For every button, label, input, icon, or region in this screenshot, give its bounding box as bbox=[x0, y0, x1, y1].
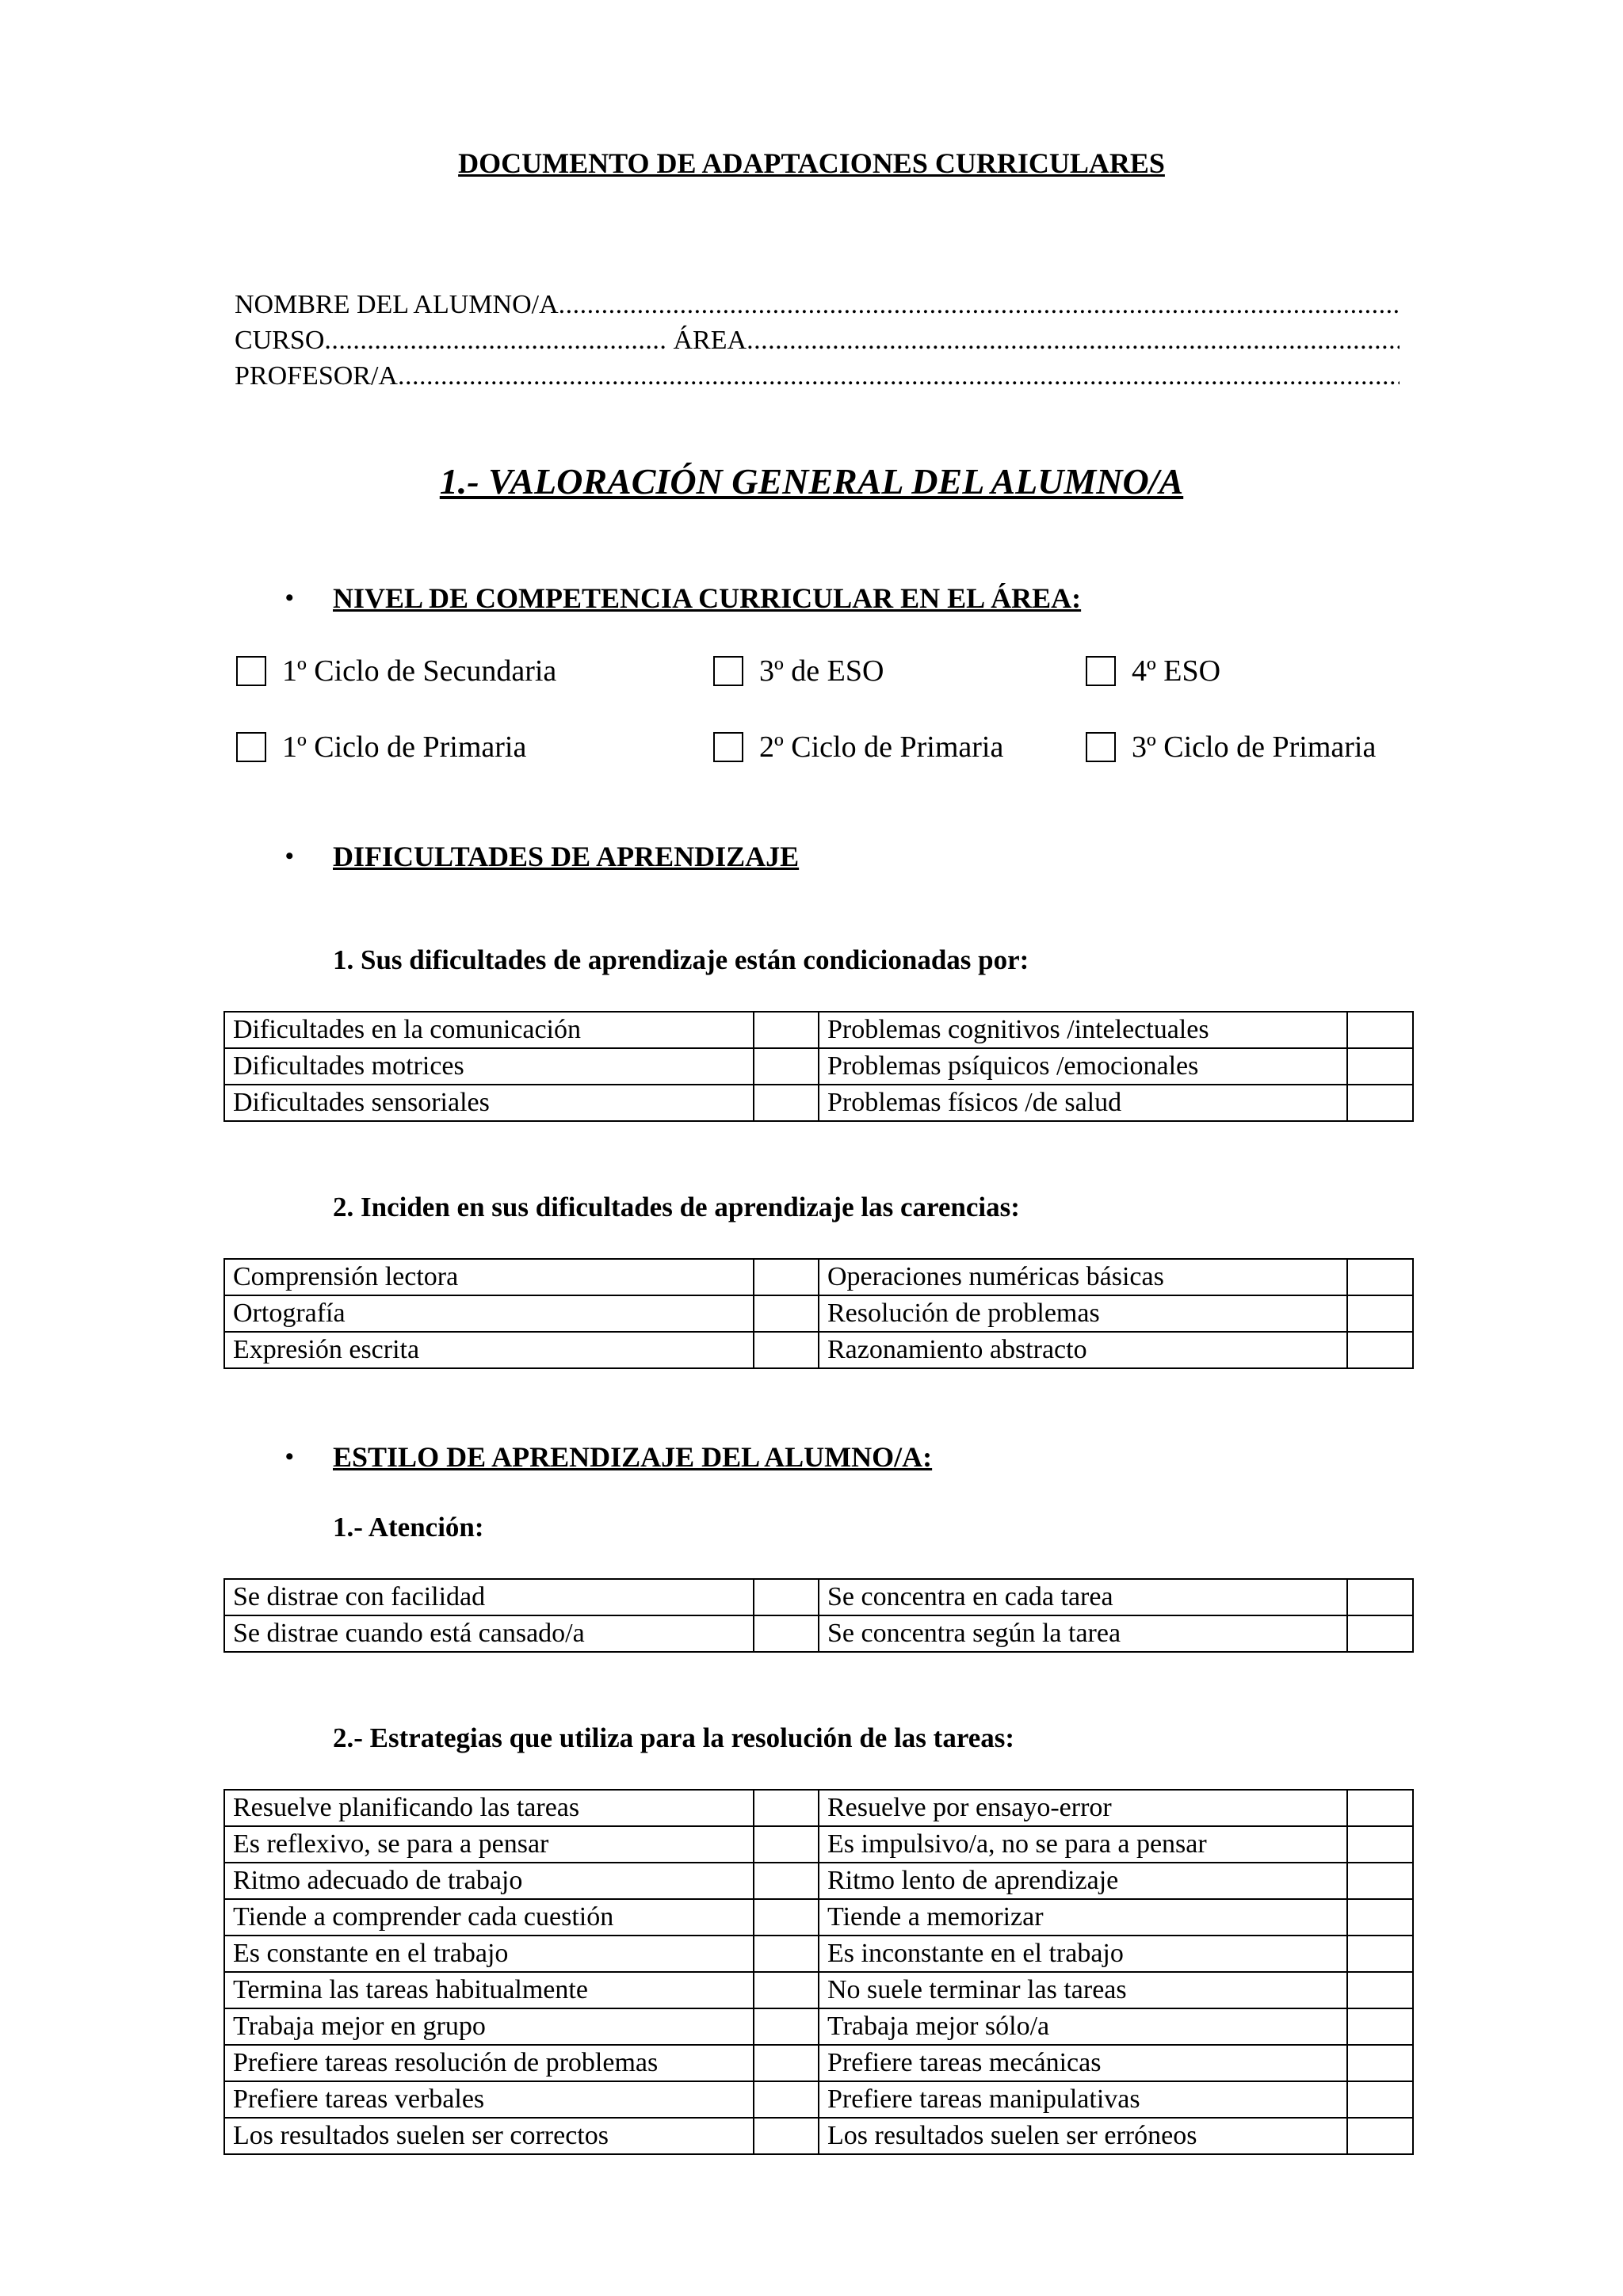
bullet-icon: • bbox=[285, 843, 294, 869]
nivel-heading: • NIVEL DE COMPETENCIA CURRICULAR EN EL ÁREA: bbox=[285, 580, 1081, 616]
item-label: Expresión escrita bbox=[224, 1332, 754, 1368]
item-label: Dificultades en la comunicación bbox=[224, 1012, 754, 1048]
bullet-icon: • bbox=[285, 585, 294, 611]
mark-cell[interactable] bbox=[1347, 1790, 1413, 1826]
profesor-line bbox=[235, 358, 1400, 394]
mark-cell[interactable] bbox=[1347, 1615, 1413, 1652]
item-label: Ritmo adecuado de trabajo bbox=[224, 1863, 754, 1899]
item-label: Se distrae cuando está cansado/a bbox=[224, 1615, 754, 1652]
mark-cell[interactable] bbox=[754, 1899, 819, 1936]
mark-cell[interactable] bbox=[754, 1332, 819, 1368]
mark-cell[interactable] bbox=[754, 1295, 819, 1332]
item-label: Operaciones numéricas básicas bbox=[819, 1259, 1347, 1295]
mark-cell[interactable] bbox=[1347, 1295, 1413, 1332]
table-row bbox=[224, 1259, 1413, 1295]
table-row bbox=[224, 1826, 1413, 1863]
estilo-q1: 1.- Atención: bbox=[333, 1512, 484, 1543]
item-label: Resuelve planificando las tareas bbox=[224, 1790, 754, 1826]
item-label: Prefiere tareas manipulativas bbox=[819, 2081, 1347, 2118]
item-label: Problemas cognitivos /intelectuales bbox=[819, 1012, 1347, 1048]
item-label: Se distrae con facilidad bbox=[224, 1579, 754, 1615]
mark-cell[interactable] bbox=[754, 1790, 819, 1826]
mark-cell[interactable] bbox=[754, 2008, 819, 2045]
item-label: Ortografía bbox=[224, 1295, 754, 1332]
item-label: Dificultades motrices bbox=[224, 1048, 754, 1085]
estilo-q2: 2.- Estrategias que utiliza para la resolución de las tareas: bbox=[333, 1722, 1015, 1753]
atencion-table bbox=[223, 1578, 1414, 1653]
mark-cell[interactable] bbox=[1347, 1085, 1413, 1121]
curso-label: CURSO bbox=[235, 326, 325, 355]
mark-cell[interactable] bbox=[754, 1615, 819, 1652]
mark-cell[interactable] bbox=[1347, 1579, 1413, 1615]
table-row bbox=[224, 1899, 1413, 1936]
item-label: Dificultades sensoriales bbox=[224, 1085, 754, 1121]
item-label: Comprensión lectora bbox=[224, 1259, 754, 1295]
table-row bbox=[224, 1295, 1413, 1332]
mark-cell[interactable] bbox=[1347, 2118, 1413, 2154]
nivel-option[interactable]: 4º ESO bbox=[1086, 651, 1220, 691]
table-row bbox=[224, 2081, 1413, 2118]
item-label: Los resultados suelen ser correctos bbox=[224, 2118, 754, 2154]
mark-cell[interactable] bbox=[1347, 1899, 1413, 1936]
document-title: DOCUMENTO DE ADAPTACIONES CURRICULARES bbox=[458, 147, 1165, 179]
nombre-line bbox=[235, 287, 1400, 322]
item-label: Problemas psíquicos /emocionales bbox=[819, 1048, 1347, 1085]
item-label: Prefiere tareas verbales bbox=[224, 2081, 754, 2118]
mark-cell[interactable] bbox=[1347, 2045, 1413, 2081]
item-label: Resolución de problemas bbox=[819, 1295, 1347, 1332]
item-label: Trabaja mejor sólo/a bbox=[819, 2008, 1347, 2045]
table-row bbox=[224, 2045, 1413, 2081]
checkbox[interactable] bbox=[1086, 732, 1116, 762]
mark-cell[interactable] bbox=[754, 2118, 819, 2154]
mark-cell[interactable] bbox=[754, 1579, 819, 1615]
dificultades-table-2 bbox=[223, 1258, 1414, 1369]
mark-cell[interactable] bbox=[1347, 1863, 1413, 1899]
curso-field[interactable] bbox=[324, 322, 666, 358]
item-label: Razonamiento abstracto bbox=[819, 1332, 1347, 1368]
item-label: Termina las tareas habitualmente bbox=[224, 1972, 754, 2008]
item-label: Se concentra en cada tarea bbox=[819, 1579, 1347, 1615]
mark-cell[interactable] bbox=[754, 1085, 819, 1121]
mark-cell[interactable] bbox=[754, 1972, 819, 2008]
nivel-option[interactable]: 1º Ciclo de Primaria bbox=[236, 727, 526, 767]
table-row bbox=[224, 2008, 1413, 2045]
item-label: Prefiere tareas mecánicas bbox=[819, 2045, 1347, 2081]
table-row bbox=[224, 1085, 1413, 1121]
profesor-label: PROFESOR/A bbox=[235, 361, 398, 391]
mark-cell[interactable] bbox=[754, 1826, 819, 1863]
item-label: Es inconstante en el trabajo bbox=[819, 1936, 1347, 1972]
item-label: Es reflexivo, se para a pensar bbox=[224, 1826, 754, 1863]
mark-cell[interactable] bbox=[754, 1048, 819, 1085]
table-row bbox=[224, 1863, 1413, 1899]
area-field[interactable] bbox=[747, 322, 1400, 358]
table-row bbox=[224, 1615, 1413, 1652]
table-row bbox=[224, 1579, 1413, 1615]
nivel-option[interactable]: 3º Ciclo de Primaria bbox=[1086, 727, 1376, 767]
item-label: Se concentra según la tarea bbox=[819, 1615, 1347, 1652]
item-label: Tiende a memorizar bbox=[819, 1899, 1347, 1936]
profesor-field[interactable] bbox=[398, 358, 1400, 394]
item-label: Es impulsivo/a, no se para a pensar bbox=[819, 1826, 1347, 1863]
nivel-option[interactable]: 1º Ciclo de Secundaria bbox=[236, 651, 556, 691]
mark-cell[interactable] bbox=[754, 2081, 819, 2118]
curso-area-line bbox=[235, 322, 1400, 358]
nombre-label: NOMBRE DEL ALUMNO/A bbox=[235, 290, 559, 319]
area-label: ÁREA bbox=[673, 326, 747, 355]
item-label: Es constante en el trabajo bbox=[224, 1936, 754, 1972]
mark-cell[interactable] bbox=[1347, 2008, 1413, 2045]
mark-cell[interactable] bbox=[1347, 1826, 1413, 1863]
section-title: 1.- VALORACIÓN GENERAL DEL ALUMNO/A bbox=[439, 461, 1184, 502]
nivel-option[interactable]: 2º Ciclo de Primaria bbox=[713, 727, 1003, 767]
mark-cell[interactable] bbox=[754, 1863, 819, 1899]
item-label: Tiende a comprender cada cuestión bbox=[224, 1899, 754, 1936]
nivel-row-2 bbox=[236, 727, 1425, 767]
item-label: Los resultados suelen ser erróneos bbox=[819, 2118, 1347, 2154]
item-label: Trabaja mejor en grupo bbox=[224, 2008, 754, 2045]
mark-cell[interactable] bbox=[754, 1012, 819, 1048]
mark-cell[interactable] bbox=[1347, 1972, 1413, 2008]
mark-cell[interactable] bbox=[1347, 1048, 1413, 1085]
dificultades-q1: 1. Sus dificultades de aprendizaje están condicionadas por: bbox=[333, 944, 1029, 975]
mark-cell[interactable] bbox=[1347, 1332, 1413, 1368]
nivel-option[interactable]: 3º de ESO bbox=[713, 651, 884, 691]
table-row bbox=[224, 1936, 1413, 1972]
dificultades-q2: 2. Inciden en sus dificultades de aprendizaje las carencias: bbox=[333, 1192, 1020, 1222]
nombre-field[interactable] bbox=[559, 287, 1400, 322]
estrategias-table bbox=[223, 1789, 1414, 2155]
dificultades-table-1 bbox=[223, 1011, 1414, 1122]
bullet-icon: • bbox=[285, 1444, 294, 1470]
table-row bbox=[224, 2118, 1413, 2154]
checkbox[interactable] bbox=[713, 656, 743, 686]
table-row bbox=[224, 1012, 1413, 1048]
checkbox[interactable] bbox=[236, 656, 266, 686]
item-label: Prefiere tareas resolución de problemas bbox=[224, 2045, 754, 2081]
item-label: Resuelve por ensayo-error bbox=[819, 1790, 1347, 1826]
item-label: Ritmo lento de aprendizaje bbox=[819, 1863, 1347, 1899]
dificultades-heading: • DIFICULTADES DE APRENDIZAJE bbox=[285, 838, 799, 875]
mark-cell[interactable] bbox=[754, 2045, 819, 2081]
table-row bbox=[224, 1332, 1413, 1368]
item-label: No suele terminar las tareas bbox=[819, 1972, 1347, 2008]
checkbox[interactable] bbox=[1086, 656, 1116, 686]
table-row bbox=[224, 1790, 1413, 1826]
checkbox[interactable] bbox=[713, 732, 743, 762]
item-label: Problemas físicos /de salud bbox=[819, 1085, 1347, 1121]
nivel-row-1 bbox=[236, 651, 1425, 691]
table-row bbox=[224, 1048, 1413, 1085]
mark-cell[interactable] bbox=[754, 1936, 819, 1972]
mark-cell[interactable] bbox=[754, 1259, 819, 1295]
mark-cell[interactable] bbox=[1347, 1012, 1413, 1048]
table-row bbox=[224, 1972, 1413, 2008]
mark-cell[interactable] bbox=[1347, 1259, 1413, 1295]
estilo-heading: • ESTILO DE APRENDIZAJE DEL ALUMNO/A: bbox=[285, 1439, 932, 1475]
mark-cell[interactable] bbox=[1347, 2081, 1413, 2118]
student-info bbox=[235, 287, 1400, 394]
mark-cell[interactable] bbox=[1347, 1936, 1413, 1972]
checkbox[interactable] bbox=[236, 732, 266, 762]
